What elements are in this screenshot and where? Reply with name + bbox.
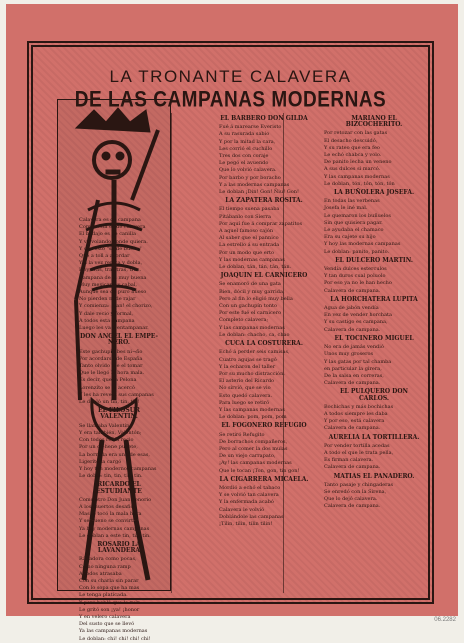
- column-1-sections: [79, 334, 159, 642]
- verse-line: El tiempo suena pasaba: [219, 206, 309, 212]
- verse-line: Le doblan, tán, tán, tán, tán.: [219, 264, 309, 270]
- verse-line: Con su charla sin parar: [79, 578, 159, 584]
- verse-line: Y a la vez repica y dobla,: [79, 260, 159, 266]
- verse-heading: EL BARBERO DON GILDA: [219, 116, 309, 122]
- verse-line: Bien, dócil y muy garrida,: [219, 289, 309, 295]
- verse-line: Por este fué el carnicero: [219, 310, 309, 316]
- verse-line: En todas las verbenas: [324, 198, 424, 204]
- accession-stamp: 06.2282: [434, 617, 456, 623]
- verse-line: en particular la girera,: [324, 366, 424, 372]
- verse-heading: LA HORCHATERA LUPITA: [324, 297, 424, 303]
- verse-line: Con un gachupín tonto: [219, 303, 309, 309]
- verse-line: Y las campanas modernas: [219, 325, 309, 331]
- verse-line: No pierden ni de rajar: [79, 296, 159, 302]
- verse-line: Calavera de campana.: [324, 288, 424, 294]
- verse-line: Compuesta es de calavera: [79, 224, 159, 230]
- verse-line: Le dobló un tin, tin, tin!: [79, 399, 159, 405]
- verse-line: Calavera es de campana: [79, 217, 159, 223]
- verse-line: Ya las campanas modernas: [79, 628, 159, 634]
- title-line-2: DE LAS CAMPANAS MODERNAS: [43, 88, 418, 113]
- verse-line: Le doblan: panito, panito.: [324, 249, 424, 255]
- verse-line: Y hoy tan modernos campanas: [79, 466, 159, 472]
- verse-line: El badajo es de canilla: [79, 231, 159, 237]
- verse-line: A todos atrasaba: [79, 571, 159, 577]
- verse-line: Con lo sopa que ha mas: [79, 585, 159, 591]
- verse-line: Muy mexicana y cabal,: [79, 282, 159, 288]
- verse-line: Calavera de campana.: [324, 425, 424, 431]
- verse-line: Calavera le volvió: [219, 507, 309, 513]
- verse-heading: EL FOGONERO REFUGIO: [219, 423, 309, 429]
- verse-heading: EL FILOSUR VALENTIN.: [79, 408, 159, 420]
- verse-line: Y era también, Valentón;: [79, 430, 159, 436]
- verse-line: Es firman calavera.: [324, 457, 424, 463]
- verse-line: Al saber que el pannico: [219, 235, 309, 241]
- verse-line: Campana de la muy buena: [79, 275, 159, 281]
- verse-line: Y a las modernas campanas: [219, 182, 309, 188]
- verse-line: Echó á perder seis camisas,: [219, 349, 309, 355]
- verse-line: De un viejo carrapato,: [219, 453, 309, 459]
- verse-line: Como otro Don Juan Tenorio: [79, 497, 159, 503]
- verse-column-2: [219, 113, 309, 528]
- verse-line: Que le llegó la hora mala.: [79, 370, 159, 376]
- verse-line: Era su cajete su hijo: [324, 234, 424, 240]
- verse-line: Y por la mitad la cara,: [219, 139, 309, 145]
- verse-heading: ROSARIO LA LAVANDERA: [79, 542, 159, 554]
- verse-line: Y pero habló que la ruin: [79, 600, 159, 606]
- verse-line: A todos siempre les daba: [324, 411, 424, 417]
- verse-line: Ya hay modernas campanas: [79, 526, 159, 532]
- verse-line: Le doblan a este tin, tin, tin.: [79, 533, 159, 539]
- verse-line: Le tenga platicada.: [79, 592, 159, 598]
- verse-line: Con todos reñía recio: [79, 437, 159, 443]
- verse-heading: EL DULCERO MARTIN.: [324, 258, 424, 264]
- ornamental-border: [27, 41, 434, 604]
- verse-line: Le doblan: chi! chi! chi! chi!: [79, 636, 159, 642]
- verse-line: El asterio del Ricardo: [219, 378, 309, 384]
- verse-line: Bochichas y más bochichas: [324, 404, 424, 410]
- verse-heading: DON ANGEL EL EMPE-NERO.: [79, 334, 159, 346]
- verse-line: Por un modo que erto: [219, 250, 309, 256]
- verse-heading: LA BUÑOLERA JOSEFA.: [324, 190, 424, 196]
- verse-line: En vez de vender horchata: [324, 312, 424, 318]
- verse-line: La borrada era una de esas,: [79, 452, 159, 458]
- verse-line: Le dobló: tin, tin, tin, tin.: [79, 473, 159, 479]
- verse-heading: MARIANO EL BIZCOCHERITO.: [324, 116, 424, 128]
- verse-heading: RICARDO EL ESTUDIANTE: [79, 482, 159, 494]
- verse-line: Le pegó el avuendo: [219, 160, 309, 166]
- verse-line: Se enamoró de una gata: [219, 281, 309, 287]
- verse-line: Mordió a echó el tabaco: [219, 485, 309, 491]
- verse-line: A aquel famoso cajón: [219, 228, 309, 234]
- verse-line: Por eso ya no le han hecho: [324, 280, 424, 286]
- verse-line: Tanto olvido fue el tomar: [79, 363, 159, 369]
- verse-line: ¡Ay! las campanas modernas: [219, 460, 309, 466]
- column-2-sections: [219, 116, 309, 527]
- verse-line: Esto quedó calavera.: [219, 393, 309, 399]
- content-area: [43, 53, 418, 590]
- verse-line: Le doblan: chacho, ca, chao: [219, 332, 309, 338]
- verse-line: A sus dulces si marcó.: [324, 166, 424, 172]
- column-divider-1: [171, 113, 172, 593]
- verse-line: Se retiró Refugito: [219, 432, 309, 438]
- verse-line: Le quemaron los buñuelos: [324, 213, 424, 219]
- verse-line: Que lo volvió calavera.: [219, 167, 309, 173]
- verse-line: Y en velero calavera: [79, 614, 159, 620]
- verse-line: Del susto que se llevó: [79, 621, 159, 627]
- verse-line: Y hoy las modernas campanas: [324, 241, 424, 247]
- verse-column-3: [324, 113, 424, 511]
- verse-line: Hoy, tras, tras tras, tras.: [79, 267, 159, 273]
- verse-line: Y comienza: ¡pan! el chorizo,: [79, 303, 159, 309]
- verse-line: Y se volvió tan calavera: [219, 492, 309, 498]
- verse-line: De la salsa en correras,: [324, 373, 424, 379]
- verse-line: A su rasurada sabio: [219, 131, 309, 137]
- verse-line: De panito lecha un veneno: [324, 159, 424, 165]
- verse-line: Les corrió el cuchillo: [219, 146, 309, 152]
- verse-line: Tres dos con coraje: [219, 153, 309, 159]
- verse-line: Josefa le iné mal.: [324, 205, 424, 211]
- verse-line: No sirvió, que se vio: [219, 385, 309, 391]
- verse-line: Y con esto "se de buena": [79, 246, 159, 252]
- verse-heading: MATIAS EL PANADERO.: [324, 474, 424, 480]
- verse-line: A los muertos desafió: [79, 504, 159, 510]
- verse-line: Y las campanas modernas: [219, 407, 309, 413]
- verse-line: Le ayudaba el chamaco: [324, 227, 424, 233]
- verse-line: Calavera de campana.: [324, 380, 424, 386]
- verse-line: Le echó chabca y volo.: [324, 152, 424, 158]
- verse-line: Se llamaba Valentín: [79, 423, 159, 429]
- verse-line: El desacho descuidó,: [324, 138, 424, 144]
- verse-line: Y su castigo es campana,: [324, 319, 424, 325]
- verse-line: Le doblan, tón, tón, tón, tón: [324, 181, 424, 187]
- verse-line: A todo el que le trata pella,: [324, 450, 424, 456]
- verse-line: Qué a toll a acordar: [79, 253, 159, 259]
- verse-line: Completo calavera;: [219, 317, 309, 323]
- verse-line: Le doblan ¡Din! Gon! Ñiu! Gon!: [219, 189, 309, 195]
- verse-line: Que le tocan ¡Ton, gon, tin gon!: [219, 468, 309, 474]
- verse-heading: CUCA LA COSTURERA.: [219, 341, 309, 347]
- verse-line: Pero al fin lo eligió muy bella: [219, 296, 309, 302]
- verse-heading: AURELIA LA TORTILLERA.: [324, 435, 424, 441]
- verse-line: Le doblan: pom, pom, pom: [219, 414, 309, 420]
- title-line-1: LA TRONANTE CALAVERA: [43, 67, 418, 87]
- broadside-sheet: [6, 4, 458, 616]
- verse-line: Por aquí fue á comprar zapatitos: [219, 221, 309, 227]
- verse-line: Se enredó con la Sirena,: [324, 489, 424, 495]
- verse-line: Y la enfermada acabó: [219, 499, 309, 505]
- verse-line: Cuatro agujas se tragó: [219, 357, 309, 363]
- verse-line: Que lo dejó calavera.: [324, 496, 424, 502]
- verse-line: Pitábanlo con Sierra: [219, 214, 309, 220]
- verse-line: Por retozar con las gatas: [324, 130, 424, 136]
- verse-line: Pero al comer la dos mulas: [219, 446, 309, 452]
- verse-line: Por su mucho distracción.: [219, 371, 309, 377]
- verse-line: Calavera de campana.: [324, 503, 424, 509]
- verse-heading: EL TOCINERO MIGUEL: [324, 336, 424, 342]
- verse-line: Por vender tortilla acedas: [324, 443, 424, 449]
- verse-line: No era de jamás vendió: [324, 344, 424, 350]
- verse-line: Por un co-hene puñete,: [79, 444, 159, 450]
- verse-line: Calavera de campana.: [324, 327, 424, 333]
- verse-line: Y por eso, está calavera: [324, 418, 424, 424]
- verse-line: Aunque sea de puro hueso: [79, 289, 159, 295]
- verse-line: ¡Tilin, tilin, tilin tilin!: [219, 521, 309, 527]
- intro-verses: [79, 217, 159, 331]
- verse-line: De borrachos compañeros,: [219, 439, 309, 445]
- verse-line: Sin que quisiera pagar.: [324, 220, 424, 226]
- verse-line: Y las modernas campanas: [219, 257, 309, 263]
- verse-line: Calavera de campana.: [324, 464, 424, 470]
- verse-line: Y la echaron del taller: [219, 364, 309, 370]
- verse-heading: JOAQUIN EL CARNICERO: [219, 273, 309, 279]
- verse-line: Tanto pasaje y chingaderas: [324, 482, 424, 488]
- verse-column-1: [79, 217, 159, 643]
- verse-line: La estrello á su entrada: [219, 242, 309, 248]
- verse-line: Lorenzito se le acercó: [79, 385, 159, 391]
- verse-heading: LA ZAPATERA ROSITA.: [219, 198, 309, 204]
- verse-heading: LA CIGARRERA MICAELA.: [219, 477, 309, 483]
- verse-line: Y tan duros cual poluolo: [324, 273, 424, 279]
- verse-line: A todos esta campana: [79, 318, 159, 324]
- verse-line: Ligerito la cargó: [79, 459, 159, 465]
- verse-line: Vendía dulces esterculos: [324, 266, 424, 272]
- verse-line: Es decir, que la Pelona: [79, 377, 159, 383]
- verse-line: Este gachupin bes ni¬ño: [79, 349, 159, 355]
- verse-line: Por barbo y por boracho: [219, 175, 309, 181]
- verse-line: Y va volando donde quiera.: [79, 239, 159, 245]
- verse-line: Y su rateo que era feo: [324, 145, 424, 151]
- verse-line: Unos muy groseros: [324, 351, 424, 357]
- verse-line: Y las campanas modernas: [324, 174, 424, 180]
- verse-line: Mas le tocó la mala hora: [79, 511, 159, 517]
- verse-line: Doblándole las campanas: [219, 514, 309, 520]
- verse-line: Le gritó son ¡ya! ¡honor: [79, 607, 159, 613]
- verse-line: Y dale recio y formal,: [79, 311, 159, 317]
- verse-line: Por acordarse de España: [79, 356, 159, 362]
- verse-heading: EL PULQUERO DON CARLOS.: [324, 389, 424, 401]
- verse-line: Y se bueno se convirtió.: [79, 518, 159, 524]
- verse-line: Luego les va á entampanar.: [79, 325, 159, 331]
- verse-line: Ráfladora como pocas,: [79, 556, 159, 562]
- verse-line: Y les ha revent sus campanas: [79, 392, 159, 398]
- verse-line: Para luego se retiró: [219, 400, 309, 406]
- verse-line: Y las gatas por tal chamba: [324, 359, 424, 365]
- verse-line: Agua de jabón vendía: [324, 305, 424, 311]
- verse-line: Como ninguna ramp: [79, 564, 159, 570]
- column-3-sections: [324, 116, 424, 510]
- verse-line: Fué á marearse Everisto: [219, 124, 309, 130]
